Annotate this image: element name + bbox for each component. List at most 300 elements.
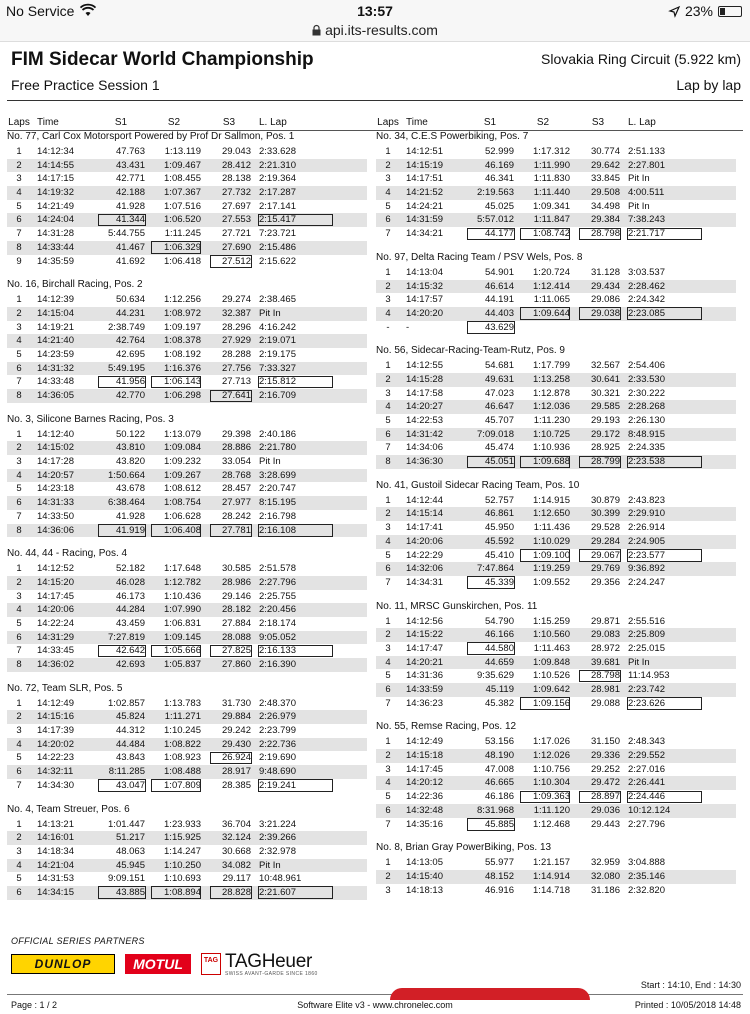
sector-3: 27.929: [221, 335, 251, 347]
best-time-box: [579, 791, 621, 804]
lap-time-of-day: 14:31:29: [37, 631, 74, 643]
sector-2: 1:06.143: [164, 376, 201, 388]
best-time-box: [258, 886, 333, 899]
sector-2: 1:13.119: [164, 146, 201, 157]
lap-row: [376, 776, 736, 790]
sector-2: 1:08.488: [164, 766, 201, 778]
best-time-box: [98, 886, 146, 899]
lap-time-of-day: 14:31:33: [37, 497, 74, 509]
lap-row: [376, 656, 736, 670]
lap-time-of-day: 14:15:22: [406, 629, 443, 641]
lap-time: 2:15.417: [259, 214, 296, 226]
lap-time: 2:25.755: [259, 590, 296, 602]
sector-2: 1:15.925: [164, 832, 201, 844]
lap-time-of-day: 14:24:04: [37, 214, 74, 226]
lap-number: 5: [16, 752, 22, 764]
lap-number: 5: [16, 348, 22, 360]
sector-2: 1:06.298: [164, 390, 201, 401]
best-time-box: [579, 670, 621, 683]
lap-row: [7, 697, 367, 711]
lap-row: [376, 414, 736, 428]
lap-time: 2:17.287: [259, 187, 296, 199]
sector-3: 28.986: [221, 576, 251, 588]
lap-time: 2:55.516: [628, 615, 665, 627]
sector-1: 45.885: [484, 818, 514, 830]
lap-time-of-day: 14:14:55: [37, 159, 74, 171]
lap-number: 8: [16, 524, 22, 536]
sector-2: 1:06.408: [164, 524, 201, 536]
lap-row: [7, 241, 367, 255]
sector-1: 43.629: [484, 321, 514, 333]
lap-time: 2:19.241: [259, 779, 296, 791]
lap-row: [7, 213, 367, 227]
lap-number: 4: [16, 738, 22, 750]
lap-time: 2:28.462: [628, 280, 665, 292]
lap-time: 9:05.052: [259, 631, 296, 643]
sector-2: 1:09.232: [164, 456, 201, 468]
lap-time-of-day: 14:18:13: [406, 884, 443, 896]
team-heading: No. 3, Silicone Barnes Racing, Pos. 3: [7, 413, 174, 425]
lap-row: [376, 804, 736, 818]
best-time-box: [520, 549, 570, 562]
lap-time: 2:32.820: [628, 884, 665, 896]
best-time-box: [520, 307, 570, 320]
sector-1: 50.634: [115, 294, 145, 306]
sector-1: 42.188: [115, 187, 145, 199]
sector-1: 9:35.629: [477, 670, 514, 682]
lap-time: 2:26.130: [628, 415, 665, 426]
sector-3: 29.172: [590, 428, 620, 440]
col-s2: S2: [536, 117, 550, 128]
lap-time-of-day: 14:32:48: [406, 804, 443, 816]
lap-row: [7, 348, 367, 362]
sector-1: 46.861: [484, 508, 514, 520]
sector-1: 45.025: [484, 200, 514, 212]
lap-time-of-day: 14:21:52: [406, 187, 443, 199]
sector-2: 1:06.831: [164, 617, 201, 629]
sector-1: 44.191: [484, 294, 514, 306]
lap-time-of-day: 14:17:39: [37, 725, 74, 737]
sector-2: 1:08.894: [164, 886, 201, 898]
lap-row: [7, 375, 367, 389]
sector-2: 1:08.822: [164, 738, 201, 750]
sector-1: 43.810: [115, 442, 145, 454]
sector-1: 54.790: [484, 615, 514, 627]
lap-time-of-day: 14:17:57: [406, 294, 443, 306]
lap-time: 2:29.552: [628, 750, 665, 762]
sector-3: 31.150: [590, 736, 620, 748]
sector-3: 27.697: [221, 200, 251, 212]
lap-number: 7: [16, 645, 22, 657]
sector-2: 1:14.718: [533, 884, 570, 896]
sector-1: 42.770: [115, 390, 145, 401]
sector-1: 45.051: [484, 456, 514, 468]
best-time-box: [467, 228, 515, 241]
sector-2: 1:07.809: [164, 779, 201, 791]
best-time-box: [467, 321, 515, 334]
motul-logo-text: MOTUL: [133, 956, 183, 972]
sector-2: 1:12.414: [533, 280, 570, 292]
lap-time: 9:36.892: [628, 563, 665, 575]
col-s3: S3: [222, 117, 236, 128]
left-results-column: [7, 125, 367, 900]
team-heading: No. 34, C.E.S Powerbiking, Pos. 7: [376, 131, 529, 142]
right-results-column: [376, 125, 736, 897]
lap-time-of-day: 14:31:28: [37, 228, 74, 240]
best-time-box: [151, 376, 201, 389]
lap-time-of-day: 14:36:30: [406, 456, 443, 468]
lap-time-of-day: 14:36:02: [37, 659, 74, 670]
lap-time: 2:16.133: [259, 645, 296, 657]
lap-time-of-day: 14:15:04: [37, 307, 74, 319]
sector-1: 45.119: [485, 684, 514, 695]
sector-2: 1:16.376: [164, 362, 201, 374]
sector-1: 42.695: [115, 348, 145, 360]
sector-2: 1:11.463: [533, 642, 570, 654]
sector-2: 1:12.026: [533, 750, 570, 762]
best-time-box: [98, 524, 146, 537]
sector-1: 45.410: [484, 549, 514, 561]
sector-3: 29.434: [590, 280, 620, 292]
best-time-box: [258, 524, 333, 537]
sector-3: 27.641: [221, 390, 251, 401]
sector-2: 1:23.933: [164, 818, 201, 830]
best-time-box: [258, 779, 333, 792]
lap-number: 7: [385, 228, 391, 240]
lap-number: 3: [16, 590, 22, 602]
sector-1: 46.614: [484, 280, 514, 292]
sector-2: 1:10.560: [533, 629, 570, 641]
sector-2: 1:09.100: [533, 549, 570, 561]
lap-number: 2: [16, 576, 22, 588]
lap-time: 2:26.979: [259, 711, 296, 723]
lap-number: 4: [385, 656, 391, 668]
sector-3: 36.704: [221, 818, 251, 830]
lap-row: [376, 642, 736, 656]
lap-row: [376, 227, 736, 241]
sector-1: 55.977: [484, 857, 514, 869]
lap-time: 9:48.690: [259, 766, 296, 778]
sector-3: 29.443: [590, 818, 620, 830]
sponsor-logos: [11, 951, 318, 977]
sector-3: 27.512: [221, 255, 251, 267]
sector-2: 1:17.312: [533, 146, 570, 157]
sector-3: 29.642: [590, 159, 620, 171]
best-time-box: [151, 241, 201, 254]
software-credit: Software Elite v3 - www.chronelec.com: [297, 1000, 453, 1010]
lap-time-of-day: 14:12:40: [37, 428, 74, 440]
lap-row: [7, 576, 367, 590]
lap-row: [7, 617, 367, 631]
lap-time-of-day: 14:17:58: [406, 387, 443, 399]
lap-time-of-day: 14:17:45: [37, 590, 74, 602]
sector-1: 42.642: [115, 645, 145, 657]
lap-time-of-day: 14:32:06: [406, 563, 443, 575]
lap-time-of-day: 14:13:21: [37, 818, 74, 830]
sector-1: 45.950: [484, 522, 514, 534]
lap-row: [376, 628, 736, 642]
sector-1: 42.764: [115, 335, 145, 347]
sector-3: 29.088: [590, 697, 620, 709]
sector-2: 1:12.650: [533, 508, 570, 520]
sector-2: 1:10.725: [533, 428, 570, 440]
col-s1: S1: [114, 117, 128, 128]
sector-2: 1:10.436: [164, 590, 201, 602]
lap-time-of-day: 14:22:29: [406, 549, 443, 561]
lap-number: 2: [16, 307, 22, 319]
lap-time: Pit In: [259, 859, 281, 871]
lap-number: 2: [385, 280, 391, 292]
lap-time-of-day: 14:15:32: [406, 280, 443, 292]
best-time-box: [467, 576, 515, 589]
lap-row: [7, 562, 367, 576]
lap-time: 2:26.914: [628, 522, 665, 534]
sector-3: 27.977: [221, 497, 251, 509]
sector-2: 1:17.648: [164, 563, 201, 575]
best-time-box: [210, 390, 252, 403]
lap-number: 7: [385, 576, 391, 588]
lap-row: [7, 389, 367, 403]
lap-row: [7, 831, 367, 845]
sector-1: 44.403: [484, 307, 514, 319]
sector-1: 52.182: [115, 563, 145, 575]
best-time-box: [520, 456, 570, 469]
lap-time: 2:19.364: [259, 173, 296, 185]
sector-3: 32.959: [590, 857, 620, 869]
url-text: api.its-results.com: [325, 22, 438, 38]
best-time-box: [467, 642, 515, 655]
sector-1: 45.474: [484, 442, 514, 454]
lap-time: 2:23.538: [628, 456, 665, 468]
lap-row: [376, 735, 736, 749]
lap-number: 3: [16, 725, 22, 737]
sector-3: 28.886: [221, 442, 251, 454]
session-row: [7, 73, 743, 101]
sector-2: 1:11.847: [533, 214, 570, 226]
best-time-box: [467, 456, 515, 469]
best-time-box: [579, 456, 621, 469]
lap-number: 2: [16, 159, 22, 171]
best-time-box: [210, 886, 252, 899]
carrier-label: No Service: [6, 3, 75, 19]
lap-time-of-day: 14:23:59: [37, 348, 74, 360]
lap-row: [376, 494, 736, 508]
sector-1: 2:38.749: [108, 321, 145, 333]
lap-time: 2:21.310: [259, 159, 296, 171]
lap-number: 6: [16, 631, 22, 643]
sector-1: 46.186: [484, 791, 514, 803]
red-banner: [390, 988, 590, 1000]
lap-number: 8: [385, 456, 391, 468]
sector-3: 39.681: [590, 656, 620, 668]
best-time-box: [98, 645, 146, 658]
lap-number: 4: [16, 859, 22, 871]
team-heading: No. 8, Brian Gray PowerBiking, Pos. 13: [376, 842, 552, 854]
lap-number: 5: [16, 617, 22, 629]
lap-row: [376, 507, 736, 521]
url-bar[interactable]: [0, 22, 750, 42]
sector-2: 1:08.742: [533, 228, 570, 240]
printed-date: Printed : 10/05/2018 14:48: [634, 1000, 741, 1010]
sector-1: 43.678: [115, 483, 145, 495]
lap-number: 7: [385, 442, 391, 454]
sector-3: 28.828: [221, 886, 251, 898]
lap-time-of-day: 14:12:39: [37, 294, 74, 306]
lap-time-of-day: 14:12:49: [406, 736, 443, 748]
lap-row: [7, 859, 367, 873]
best-time-box: [579, 228, 621, 241]
team-heading: No. 77, Carl Cox Motorsport Powered by Prof Dr Sallmon, Pos. 1: [7, 131, 295, 142]
col-time: Time: [37, 117, 59, 128]
sector-1: 44.659: [484, 656, 514, 668]
lap-row: [376, 856, 736, 870]
lap-number: 2: [385, 629, 391, 641]
lap-time: 2:27.796: [259, 576, 296, 588]
sector-3: 27.781: [221, 524, 251, 536]
sector-2: 1:09.642: [533, 684, 570, 695]
sector-1: 52.999: [484, 146, 514, 157]
lap-time: 2:16.390: [259, 659, 296, 670]
lap-number: 3: [16, 456, 22, 468]
lap-row: [376, 521, 736, 535]
sector-1: 1:02.857: [108, 697, 145, 709]
team-heading: No. 56, Sidecar-Racing-Team-Rutz, Pos. 9: [376, 345, 565, 357]
sector-2: 1:14.915: [533, 494, 570, 506]
lap-time-of-day: 14:20:20: [406, 307, 443, 319]
sector-3: 29.242: [221, 725, 251, 737]
lap-number: 2: [16, 442, 22, 454]
sector-1: 42.771: [115, 173, 145, 185]
sector-2: 1:11.271: [164, 711, 201, 723]
lap-time-of-day: 14:31:59: [406, 214, 443, 226]
lap-time-of-day: 14:24:21: [406, 200, 443, 212]
lap-number: 6: [16, 766, 22, 778]
sector-1: 50.122: [115, 428, 145, 440]
sector-1: 45.707: [484, 415, 514, 426]
lap-number: 4: [16, 469, 22, 481]
lap-time-of-day: 14:21:49: [37, 200, 74, 212]
sector-3: 28.457: [221, 483, 251, 495]
best-time-box: [258, 645, 333, 658]
sector-1: 54.681: [484, 360, 514, 372]
sector-2: 1:17.026: [533, 736, 570, 748]
best-time-box: [98, 376, 146, 389]
lap-row: [376, 562, 736, 576]
lap-row: [376, 441, 736, 455]
lap-time: 3:03.537: [628, 266, 665, 278]
lap-time: 8:15.195: [259, 497, 296, 509]
lap-row: [7, 200, 367, 214]
lap-row: [376, 172, 736, 186]
sector-2: 1:06.418: [164, 255, 201, 267]
lap-time-of-day: 14:15:28: [406, 373, 443, 385]
lap-number: 1: [16, 563, 22, 575]
lap-number: 3: [385, 884, 391, 896]
lap-time: 2:48.343: [628, 736, 665, 748]
lap-row: [376, 145, 736, 159]
sector-2: 1:11.245: [164, 228, 201, 240]
lap-time: Pit In: [259, 456, 281, 468]
col-last-lap: L. Lap: [628, 117, 656, 128]
best-time-box: [210, 752, 252, 765]
lap-number: 6: [385, 684, 391, 695]
lap-time: 8:48.915: [628, 428, 665, 440]
lap-number: 1: [385, 615, 391, 627]
sector-3: 32.124: [221, 832, 251, 844]
lap-number: 3: [385, 522, 391, 534]
lap-time-of-day: 14:18:34: [37, 845, 74, 857]
sector-3: 28.412: [221, 159, 251, 171]
location-arrow-icon: [669, 6, 680, 17]
lap-time-of-day: 14:15:16: [37, 711, 74, 723]
lap-row: [376, 455, 736, 469]
sector-1: 44.312: [115, 725, 145, 737]
sector-2: 1:09.197: [164, 321, 201, 333]
lap-number: -: [386, 321, 390, 333]
lap-number: 5: [385, 670, 391, 682]
lap-time: 2:18.174: [259, 617, 296, 629]
lap-number: 3: [385, 294, 391, 306]
lap-time: 2:28.268: [628, 401, 665, 413]
sector-3: 28.972: [590, 642, 620, 654]
best-time-box: [467, 818, 515, 831]
sector-1: 41.956: [115, 376, 145, 388]
lap-time: 2:19.690: [259, 752, 296, 764]
lap-time-of-day: 14:33:59: [406, 684, 443, 695]
lap-row: [7, 455, 367, 469]
lap-time-of-day: 14:12:49: [37, 697, 74, 709]
sector-2: 1:08.972: [164, 307, 201, 319]
lap-number: 8: [16, 659, 22, 670]
sector-3: 28.288: [221, 348, 251, 360]
sector-1: 45.339: [484, 576, 514, 588]
lap-number: 3: [385, 173, 391, 185]
lap-time-of-day: 14:19:32: [37, 187, 74, 199]
lap-number: 2: [16, 711, 22, 723]
lap-row: [376, 818, 736, 832]
lap-number: 2: [385, 870, 391, 882]
lap-time: 2:43.823: [628, 494, 665, 506]
lap-number: 7: [16, 510, 22, 522]
lap-time-of-day: 14:12:52: [37, 563, 74, 575]
sector-1: 46.341: [484, 173, 514, 185]
sector-2: 1:10.526: [533, 670, 570, 682]
lap-number: 1: [385, 360, 391, 372]
lap-time: 2:23.577: [628, 549, 665, 561]
lap-row: [7, 590, 367, 604]
lap-time-of-day: 14:31:32: [37, 362, 74, 374]
sector-2: 1:09.267: [164, 469, 201, 481]
best-time-box: [627, 307, 702, 320]
best-time-box: [579, 549, 621, 562]
sector-2: 1:07.367: [164, 187, 201, 199]
best-time-box: [520, 228, 570, 241]
lap-row: [376, 749, 736, 763]
lap-row: [7, 496, 367, 510]
col-s2: S2: [167, 117, 181, 128]
sector-1: 43.459: [115, 617, 145, 629]
sector-3: 34.498: [590, 200, 620, 212]
lap-time-of-day: 14:35:59: [37, 255, 74, 267]
lap-time: 2:51.133: [628, 146, 665, 157]
best-time-box: [98, 779, 146, 792]
sector-2: 1:10.936: [533, 442, 570, 454]
best-time-box: [627, 456, 702, 469]
lap-time-of-day: 14:15:20: [37, 576, 74, 588]
sector-2: 1:09.156: [533, 697, 570, 709]
lap-number: 6: [16, 497, 22, 509]
col-last-lap: L. Lap: [259, 117, 287, 128]
